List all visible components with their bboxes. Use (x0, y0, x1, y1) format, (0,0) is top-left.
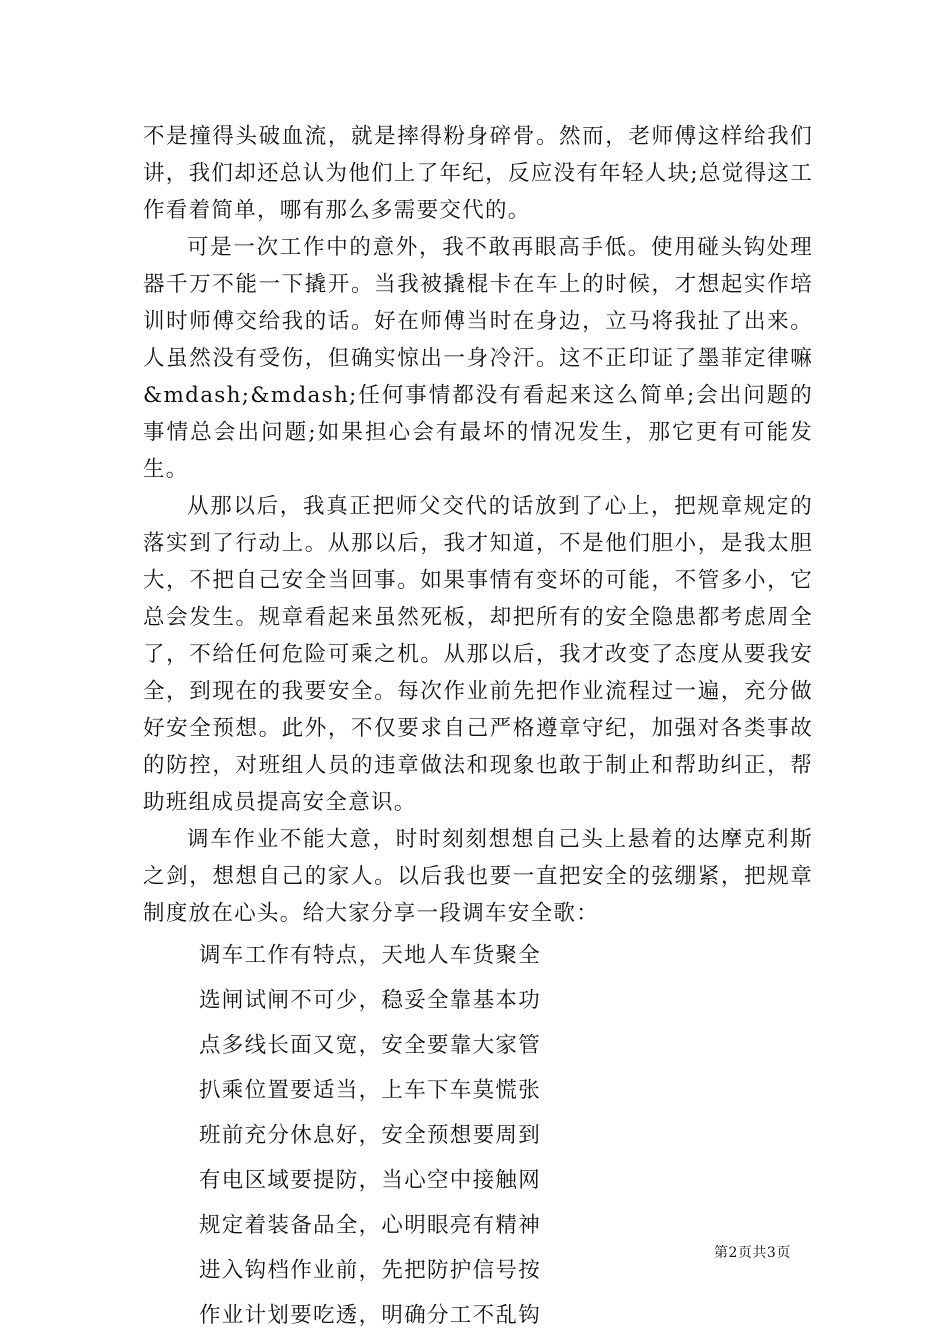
paragraph-2: 可是一次工作中的意外，我不敢再眼高手低。使用碰头钩处理器千万不能一下撬开。当我被撬棍卡在车上的时候，才想起实作培训时师傅交给我的话。好在师傅当时在身边，立马将我扯了出来。人虽然没有受伤，但确实惊出一身冷汗。这不正印证了墨菲定律嘛&mdash;&mdash;任何事情都没有看起来这么简单;会出问题的事情总会出问题;如果担心会有最坏的情况发生，那它更有可能发生。 (143, 235, 813, 482)
paragraph-3: 从那以后，我真正把师父交代的话放到了心上，把规章规定的落实到了行动上。从那以后，我才知道，不是他们胆小，是我太胆大，不把自己安全当回事。如果事情有变坏的可能，不管多小，它总会发生。规章看起来虽然死板，却把所有的安全隐患都考虑周全了，不给任何危险可乘之机。从那以后，我才改变了态度从要我安全，到现在的我要安全。每次作业前先把作业流程过一遍，充分做好安全预想。此外，不仅要求自己严格遵章守纪，加强对各类事故的防控，对班组人员的违章做法和现象也敢于制止和帮助纠正，帮助班组成员提高安全意识。 (143, 494, 813, 815)
poem-line-6: 有电区域要提防，当心空中接触网 (199, 1168, 542, 1193)
poem-line-3: 点多线长面又宽，安全要靠大家管 (199, 1033, 542, 1058)
poem-line-4: 扒乘位置要适当，上车下车莫慌张 (199, 1078, 542, 1103)
document-body (143, 118, 813, 1338)
poem-line-7: 规定着装备品全，心明眼亮有精神 (199, 1213, 542, 1238)
paragraph-4: 调车作业不能大意，时时刻刻想想自己头上悬着的达摩克利斯之剑，想想自己的家人。以后我也要一直把安全的弦绷紧，把规章制度放在心头。给大家分享一段调车安全歌： (143, 827, 813, 926)
poem-line-5: 班前充分休息好，安全预想要周到 (199, 1123, 542, 1148)
poem-line-9: 作业计划要吃透，明确分工不乱钩 (199, 1303, 542, 1328)
poem-line-1: 调车工作有特点，天地人车货聚全 (199, 943, 542, 968)
poem-line-8: 进入钩档作业前，先把防护信号按 (199, 1258, 542, 1283)
poem-line-2: 选闸试闸不可少，稳妥全靠基本功 (199, 988, 542, 1013)
paragraph-1: 不是撞得头破血流，就是摔得粉身碎骨。然而，老师傅这样给我们讲，我们却还总认为他们上了年纪，反应没有年轻人块;总觉得这工作看着简单，哪有那么多需要交代的。 (143, 124, 813, 223)
safety-song (143, 933, 813, 1338)
page-number-footer: 第2页共3页 (714, 1245, 791, 1261)
